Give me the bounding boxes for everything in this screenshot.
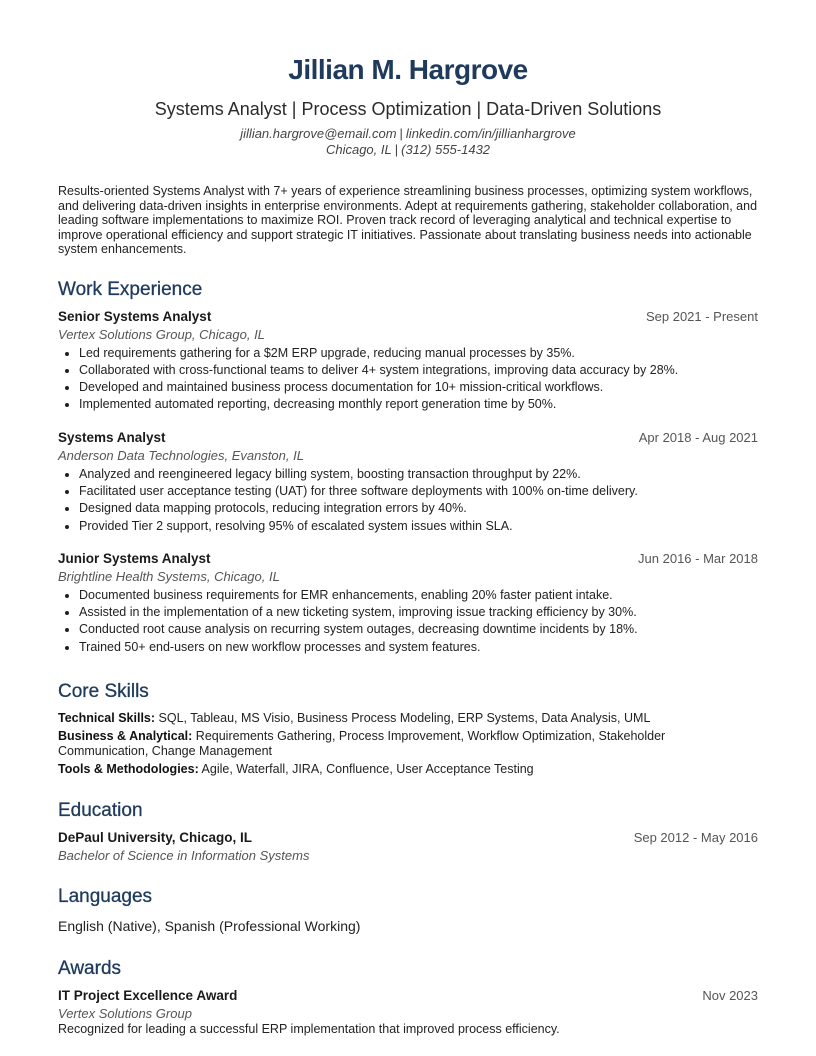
candidate-name: Jillian M. Hargrove — [288, 54, 528, 85]
award-org: Vertex Solutions Group — [58, 1006, 192, 1022]
phone-text: (312) 555-1432 — [401, 142, 491, 157]
section-title-work: Work Experience — [58, 278, 203, 300]
contact-separator: | — [399, 126, 403, 141]
bullet-item: • Implemented automated reporting, decreasing monthly report generation time by 50%. — [79, 396, 758, 413]
headline: Systems Analyst | Process Optimization | Data-Driven Solutions — [154, 99, 662, 119]
job-dates: Jun 2016 - Mar 2018 — [638, 550, 758, 566]
bullet-item: • Conducted root cause analysis on recurring system outages, decreasing downtime incidents by 18%. — [79, 621, 758, 638]
entry-header — [58, 308, 758, 326]
linkedin-link[interactable]: linkedin.com/in/jillianhargrove — [405, 126, 576, 141]
skill-text: SQL, Tableau, MS Visio, Business Process Modeling, ERP Systems, Data Analysis, UML — [158, 711, 651, 726]
skill-text: Agile, Waterfall, JIRA, Confluence, User Acceptance Testing — [201, 762, 534, 777]
award-name: IT Project Excellence Award — [58, 988, 238, 1004]
job-title: Junior Systems Analyst — [58, 550, 211, 566]
section-title-languages: Languages — [58, 886, 153, 908]
languages-text: English (Native), Spanish (Professional Working) — [58, 918, 361, 935]
degree: Bachelor of Science in Information Systems — [58, 848, 310, 864]
school-name: DePaul University, Chicago, IL — [58, 830, 253, 846]
job-title: Systems Analyst — [58, 429, 166, 445]
bullet-item: • Analyzed and reengineered legacy billing system, boosting transaction throughput by 22%. — [79, 466, 758, 483]
bullet-item: • Developed and maintained business process documentation for 10+ mission-critical workflows. — [79, 379, 758, 396]
education-entry — [58, 829, 758, 864]
award-date: Nov 2023 — [702, 988, 758, 1004]
location-text: Chicago, IL — [325, 142, 392, 157]
skill-label: Business & Analytical: — [58, 729, 193, 744]
contact-line-1 — [58, 126, 758, 142]
skill-label: Technical Skills: — [58, 711, 156, 726]
entry-header — [58, 550, 758, 568]
email-link[interactable]: jillian.hargrove@email.com — [240, 126, 397, 141]
work-entry — [58, 429, 758, 535]
bullet-item: • Led requirements gathering for a $2M ERP upgrade, reducing manual processes by 35%. — [79, 345, 758, 362]
job-dates: Apr 2018 - Aug 2021 — [638, 429, 758, 445]
skill-text: Requirements Gathering, Process Improvement, Workflow Optimization, Stakeholder Communication, Change Management — [58, 729, 666, 759]
job-dates: Sep 2021 - Present — [645, 308, 758, 324]
job-company: Vertex Solutions Group, Chicago, IL — [58, 326, 265, 342]
skills-list — [58, 711, 758, 777]
job-company: Anderson Data Technologies, Evanston, IL — [58, 447, 304, 463]
contact-separator: | — [394, 142, 399, 157]
contact-line-2 — [58, 142, 758, 158]
skill-label: Tools & Methodologies: — [58, 762, 199, 777]
section-title-skills: Core Skills — [58, 681, 149, 703]
job-bullets — [58, 466, 758, 535]
award-entry — [58, 987, 758, 1037]
work-entry — [58, 550, 758, 656]
bullet-item: • Collaborated with cross-functional teams to deliver 4+ system integrations, improving data accuracy by 28%. — [79, 362, 758, 379]
bullet-item: • Documented business requirements for EMR enhancements, enabling 20% faster patient intake. — [79, 587, 758, 604]
work-entry — [58, 308, 758, 414]
summary-paragraph: Results-oriented Systems Analyst with 7+ years of experience streamlining business processes, optimizing system workflows, and delivering data-driven insights in enterprise environments. Adept at requirements gathering, stakeholder collaboration, and leading software implementations to maximize ROI. Proven track record of leveraging analytical and technical expertise to improve operational efficiency and support strategic IT initiatives. Passionate about translating business needs into actionable system enhancements. — [58, 184, 758, 256]
bullet-item: • Provided Tier 2 support, resolving 95% of escalated system issues within SLA. — [79, 518, 758, 535]
job-company: Brightline Health Systems, Chicago, IL — [58, 568, 280, 584]
contact-block — [58, 126, 758, 158]
entry-header — [58, 987, 758, 1005]
skill-line — [58, 762, 758, 777]
section-title-awards: Awards — [58, 958, 122, 980]
bullet-item: • Trained 50+ end-users on new workflow processes and system features. — [79, 639, 758, 656]
award-description: Recognized for leading a successful ERP implementation that improved process efficiency. — [58, 1022, 560, 1037]
entry-header — [58, 829, 758, 847]
job-bullets — [58, 587, 758, 656]
job-title: Senior Systems Analyst — [58, 308, 212, 324]
skill-line — [58, 711, 758, 726]
bullet-item: • Assisted in the implementation of a new ticketing system, improving issue tracking efficiency by 30%. — [79, 604, 758, 621]
education-dates: Sep 2012 - May 2016 — [633, 830, 758, 846]
section-title-education: Education — [58, 800, 143, 822]
entry-header — [58, 429, 758, 447]
bullet-item: • Facilitated user acceptance testing (UAT) for three software deployments with 100% on-time delivery. — [79, 483, 758, 500]
bullet-item: • Designed data mapping protocols, reducing integration errors by 40%. — [79, 500, 758, 517]
job-bullets — [58, 345, 758, 414]
skill-line — [58, 729, 758, 759]
